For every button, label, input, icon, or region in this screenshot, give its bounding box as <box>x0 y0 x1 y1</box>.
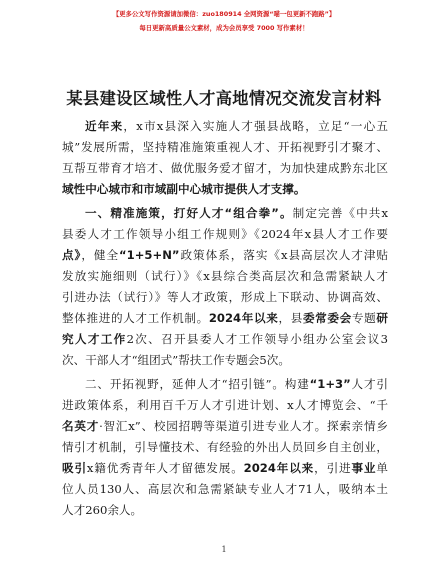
body-line: 究人才工作2次、召开县委人才工作领导小组办公室会议3 <box>62 332 388 346</box>
body-line: 县委人才工作领导小组工作规则》《2024年x县人才工作要 <box>62 227 388 241</box>
body-line: 进政策体系，利用百千万人才引进计划、x人才博览会、“千 <box>62 398 388 412</box>
promo-banner <box>24 9 424 39</box>
body-line: 引进办法（试行）》等人才政策，形成上下联动、协调高效、 <box>62 290 388 304</box>
body-line: 吸引x籍优秀青年人才留德发展。2024年以来，引进事业单 <box>62 461 388 475</box>
lead-phrase: 近年来 <box>85 119 124 133</box>
body-line: 域性中心城市和市域副中心城市提供人才支撑。 <box>62 182 306 196</box>
body-line: 发放实施细则（试行）》《x县综合类高层次和急需紧缺人才 <box>62 269 388 283</box>
body-line: 互帮互带育才培才、做优服务爱才留才，为加快建成黔东北区 <box>62 161 388 175</box>
promo-banner-line-2: 每日更新高质量公文素材，成为会员享受 7000 写作素材！ <box>139 24 309 32</box>
body-line: 点》，健全“1+5+N”政策体系，落实《x县高层次人才津贴 <box>62 248 388 262</box>
body-line: 整体推进的人才工作机制。2024年以来，县委常委会专题研 <box>62 311 388 325</box>
body-line: 近年来，x市x县深入实施人才强县战略，立足“一心五 <box>85 119 388 133</box>
body-line: 位人员130人、高层次和急需紧缺专业人才71人，吸纳本土 <box>62 482 388 496</box>
body-line: 情引才机制，引导懂技术、有经验的外出人员回乡自主创业， <box>62 440 388 454</box>
section-heading: 一、精准施策，打好人才“组合拳”。 <box>85 206 293 220</box>
page-number: 1 <box>221 545 227 554</box>
body-line: 名英才·智汇x”、校园招聘等渠道引进专业人才。探索亲情乡 <box>62 419 388 433</box>
body-line: 城”发展所需，坚持精准施策重视人才、开拓视野引才聚才、 <box>62 140 388 154</box>
document-body <box>62 116 388 521</box>
body-line: 二、开拓视野，延伸人才“招引链”。构建“1+3”人才引 <box>85 377 388 391</box>
document-title: 某县建设区域性人才高地情况交流发言材料 <box>66 89 382 108</box>
promo-banner-line-1: 【更多公文写作资源请加微信：zuo180914 全网资源“喵一包更新不跑路”】 <box>112 10 336 18</box>
body-line: 人才260余人。 <box>62 503 143 517</box>
body-line: 一、精准施策，打好人才“组合拳”。制定完善《中共x <box>85 206 388 220</box>
body-line: 次、干部人才“组团式”帮扶工作专题会5次。 <box>62 353 290 367</box>
